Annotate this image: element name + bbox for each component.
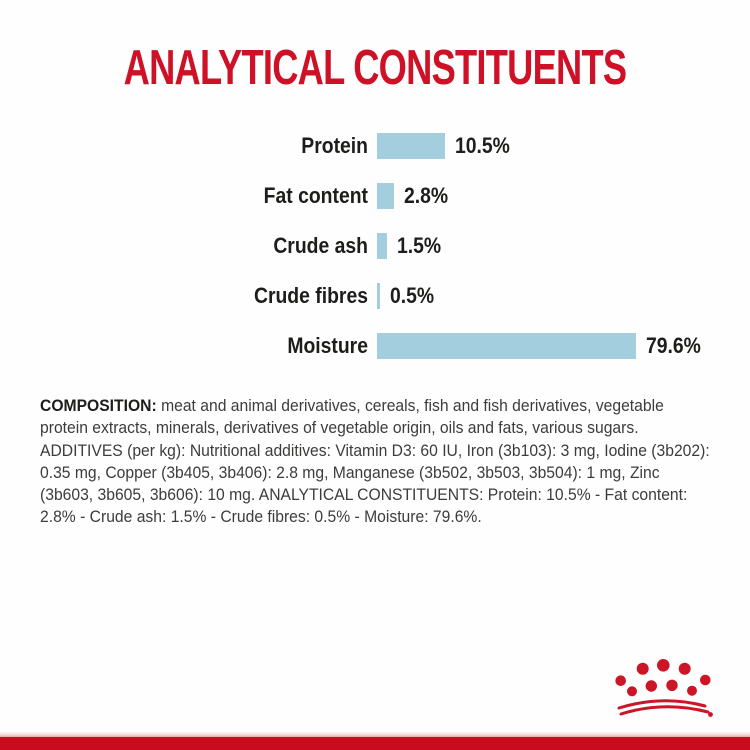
crown-band xyxy=(619,701,708,714)
chart-bar xyxy=(377,283,380,309)
chart-row xyxy=(0,271,750,321)
chart-value-label: 0.5% xyxy=(390,283,435,308)
royal-canin-crown-icon xyxy=(612,658,714,720)
chart-value-label: 79.6% xyxy=(646,333,701,358)
chart-bar xyxy=(377,333,636,359)
chart-category-label: Moisture xyxy=(287,333,368,358)
chart-value-label: 2.8% xyxy=(404,183,449,208)
chart-row xyxy=(0,171,750,221)
chart-row xyxy=(0,121,750,171)
chart-category-label: Fat content xyxy=(263,183,368,208)
chart-category-label: Crude ash xyxy=(273,233,368,258)
chart-value-label: 1.5% xyxy=(397,233,442,258)
chart-bar xyxy=(377,183,394,209)
chart-bar xyxy=(377,233,387,259)
chart-category-label: Crude fibres xyxy=(253,283,368,308)
chart-bar xyxy=(377,133,445,159)
page-title: ANALYTICAL CONSTITUENTS xyxy=(123,41,627,95)
composition-body: meat and animal derivatives, cereals, fish and fish derivatives, vegetable protein extracts, minerals, derivatives of vegetable origin, oils and fats, various sugars. ADDITIVES (per kg): Nutritional additives: Vitamin D3: 60 IU, Iron (3b103): 3 mg, Iodine (3b202): 0.35 mg, Copper (3b405, 3b406): 2.8 mg, Manganese (3b502, 3b503, 3b504): 1 mg, Zinc (3b603, 3b605, 3b606): 10 mg. ANALYTICAL CONSTITUENTS: Protein: 10.5% - Fat content: 2.8% - Crude ash: 1.5% - Crude fibres: 0.5% - Moisture: 79.6%. xyxy=(40,397,710,527)
bar-chart xyxy=(0,121,750,371)
chart-row xyxy=(0,321,750,371)
chart-row xyxy=(0,221,750,271)
footer-red-bar xyxy=(0,737,750,750)
chart-category-label: Protein xyxy=(301,133,368,158)
composition-text xyxy=(40,395,711,529)
composition-label: COMPOSITION: xyxy=(40,397,157,415)
chart-value-label: 10.5% xyxy=(455,133,510,158)
